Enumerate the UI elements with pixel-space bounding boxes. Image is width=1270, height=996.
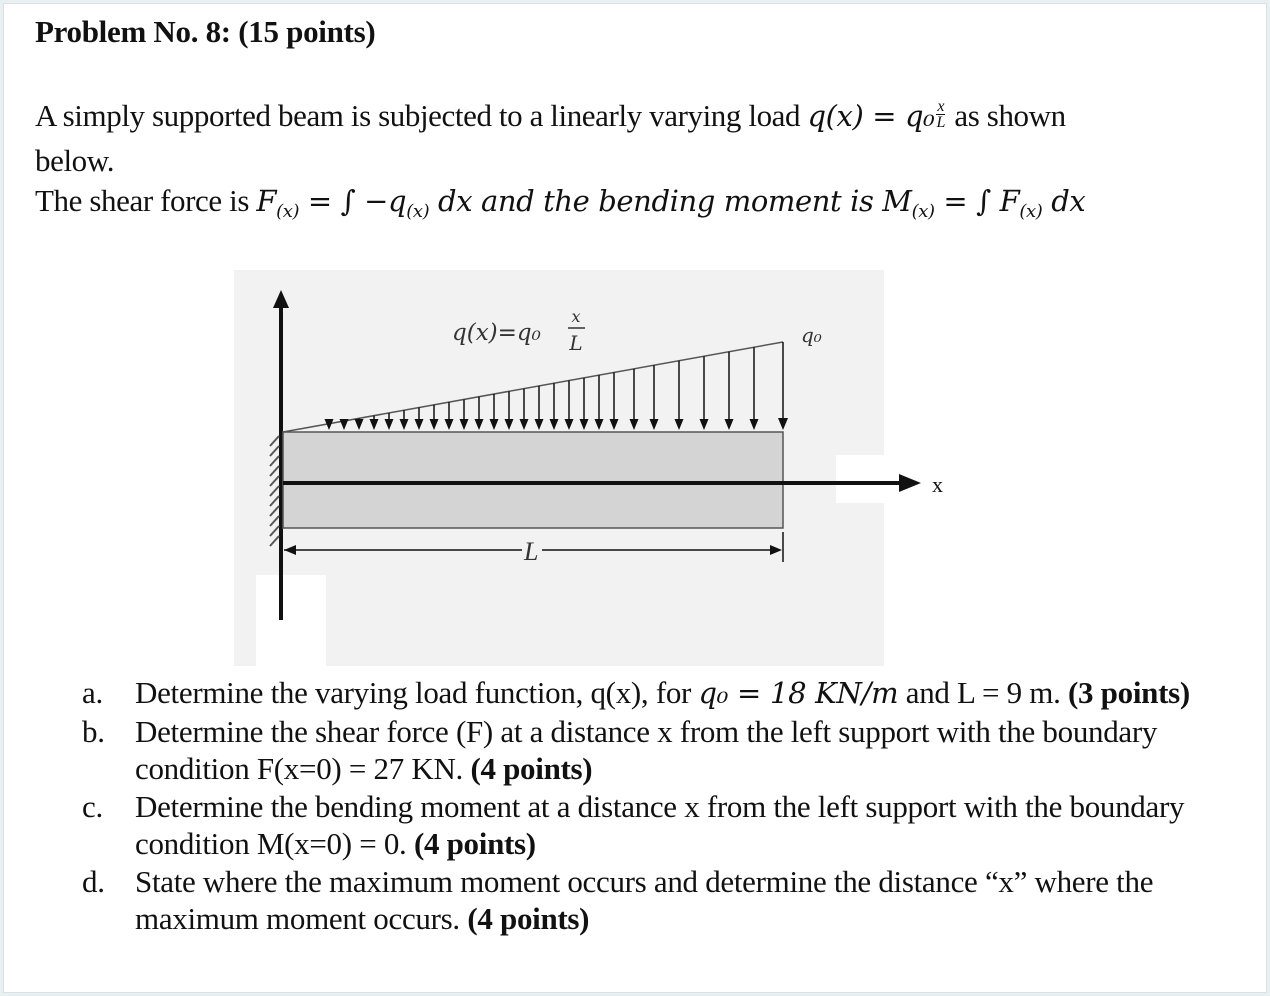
x-axis-label: x (932, 472, 943, 497)
load-subscript: (x) (406, 201, 430, 222)
shear-moment-line (35, 181, 1085, 232)
question-text: Determine the varying load function, q(x), for (135, 675, 699, 710)
moment-dx: dx (1042, 184, 1086, 218)
question-label: c. (82, 788, 103, 824)
question-a (82, 674, 1242, 713)
moment-intro: dx and the bending moment is M (429, 184, 912, 218)
document-page (3, 3, 1267, 993)
question-points: (4 points) (413, 826, 536, 861)
question-text: Determine the shear force (F) at a distance x from the left support with the boundary condition F(x=0) = 27 KN. (135, 713, 1158, 786)
shear-integral: = ∫ −q (299, 184, 407, 218)
intro-text-suffix: as shown (947, 98, 1066, 133)
question-label: b. (82, 713, 105, 749)
diagram-axis-patch (836, 455, 884, 503)
load-formula-denominator: L (569, 331, 583, 355)
question-c (82, 788, 1242, 863)
moment-subscript: (x) (911, 201, 935, 222)
load-expression: q(x) = q₀ (807, 99, 935, 133)
shear-equation (256, 184, 1086, 222)
shear-prefix: The shear force is (35, 183, 257, 218)
question-text: Determine the bending moment at a distance x from the left support with the boundary condition M(x=0) = 0. (135, 788, 1185, 861)
load-formula-numerator: x (571, 307, 581, 326)
length-label: L (524, 537, 539, 566)
question-text: State where the maximum moment occurs and determine the distance “x” where the maximum moment occurs. (135, 863, 1154, 936)
x-axis-arrow (899, 474, 921, 492)
diagram-white-patch (256, 575, 326, 666)
load-formula: q(x)=q₀ (452, 320, 541, 346)
moment-integral: = ∫ F (934, 184, 1020, 218)
shear-symbol: F (256, 184, 277, 218)
question-points: (3 points) (1068, 675, 1190, 710)
intro-line-1 (35, 96, 1066, 136)
question-b (82, 713, 1242, 788)
load-fraction-numerator: x (937, 98, 945, 116)
question-label: a. (82, 675, 103, 710)
question-points: (4 points) (470, 751, 593, 786)
problem-title: Problem No. 8: (15 points) (35, 14, 376, 49)
q0-label: q₀ (801, 323, 822, 347)
intro-line-2: below. (35, 143, 115, 178)
shear-subscript: (x) (276, 201, 300, 222)
question-label: d. (82, 863, 105, 899)
question-points: (4 points) (467, 901, 590, 936)
beam-body (283, 432, 783, 528)
question-text-after: and L = 9 m. (898, 675, 1068, 710)
question-list (82, 674, 1242, 938)
beam-diagram (234, 270, 943, 666)
question-a-math: q₀ = 18 KN/m (698, 676, 899, 710)
intro-text-prefix: A simply supported beam is subjected to a linearly varying load (35, 98, 808, 133)
load-fraction-denominator: L (936, 114, 945, 132)
moment-shear-subscript: (x) (1019, 201, 1043, 222)
load-fraction (936, 99, 945, 130)
question-d (82, 863, 1242, 938)
